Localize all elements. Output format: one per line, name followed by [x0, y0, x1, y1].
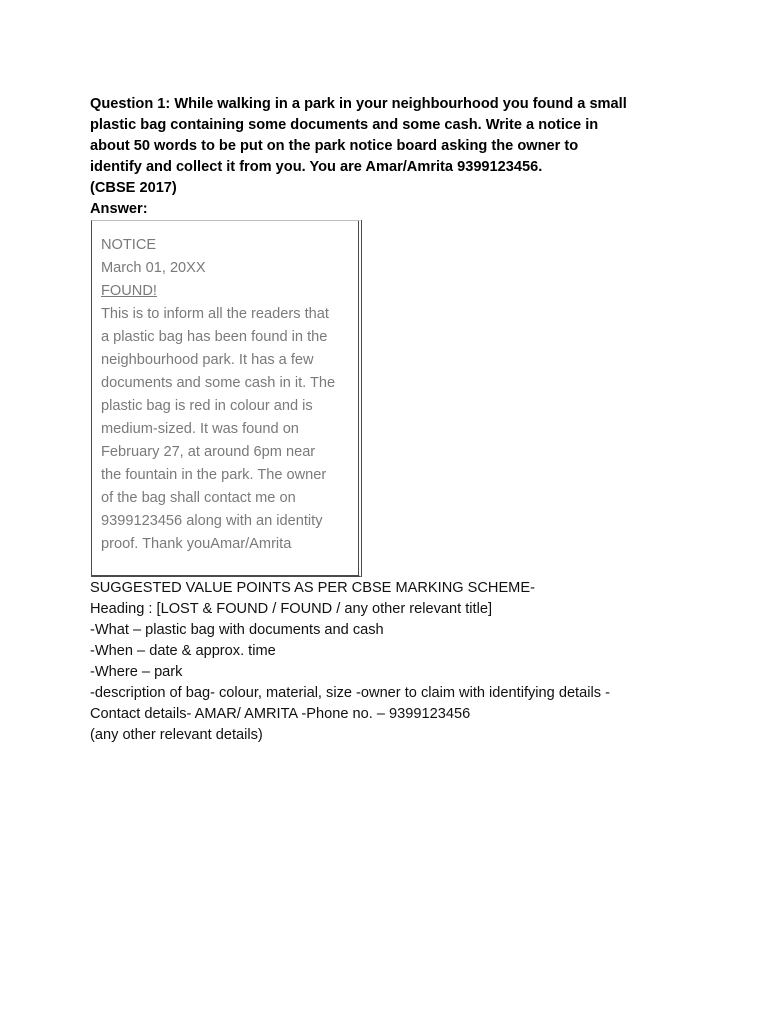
- notice-body-line: documents and some cash in it. The: [101, 375, 336, 391]
- notice-body-line: medium-sized. It was found on: [101, 421, 299, 437]
- scheme-line: -What – plastic bag with documents and cash: [90, 622, 384, 638]
- notice-body-line: neighbourhood park. It has a few: [101, 352, 314, 368]
- notice-content: [101, 234, 357, 556]
- question-line: plastic bag containing some documents and some cash. Write a notice in: [90, 117, 599, 133]
- notice-heading: NOTICE: [101, 237, 157, 253]
- notice-title: FOUND!: [101, 283, 157, 299]
- question-line: Question 1: While walking in a park in your neighbourhood you found a small: [90, 96, 627, 112]
- scheme-line: Contact details- AMAR/ AMRITA -Phone no. – 9399123456: [90, 706, 471, 722]
- question-line: identify and collect it from you. You are Amar/Amrita 9399123456.: [90, 159, 543, 175]
- question-source: (CBSE 2017): [90, 180, 177, 196]
- notice-box: [91, 220, 362, 577]
- notice-body-line: This is to inform all the readers that: [101, 306, 329, 322]
- question-line: about 50 words to be put on the park notice board asking the owner to: [90, 138, 579, 154]
- notice-body-line: 9399123456 along with an identity: [101, 513, 323, 529]
- scheme-line: (any other relevant details): [90, 727, 263, 743]
- notice-body-line: the fountain in the park. The owner: [101, 467, 327, 483]
- notice-body-line: February 27, at around 6pm near: [101, 444, 316, 460]
- notice-body-line: proof. Thank youAmar/Amrita: [101, 536, 292, 552]
- answer-label: Answer:: [90, 201, 148, 217]
- scheme-line: Heading : [LOST & FOUND / FOUND / any other relevant title]: [90, 601, 493, 617]
- notice-body-line: of the bag shall contact me on: [101, 490, 296, 506]
- question-text: [90, 94, 680, 220]
- scheme-line: -Where – park: [90, 664, 183, 680]
- notice-date: March 01, 20XX: [101, 260, 206, 276]
- notice-body-line: plastic bag is red in colour and is: [101, 398, 313, 414]
- scheme-line: -When – date & approx. time: [90, 643, 276, 659]
- notice-body-line: a plastic bag has been found in the: [101, 329, 328, 345]
- marking-scheme: [90, 578, 690, 746]
- scheme-line: -description of bag- colour, material, size -owner to claim with identifying details -: [90, 685, 610, 701]
- scheme-heading: SUGGESTED VALUE POINTS AS PER CBSE MARKING SCHEME-: [90, 580, 535, 596]
